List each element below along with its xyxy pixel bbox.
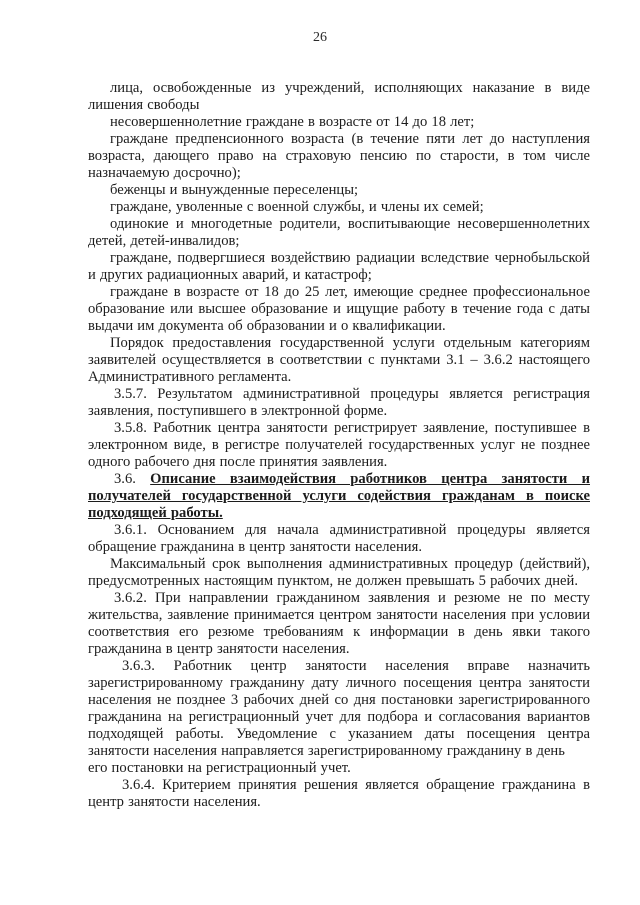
paragraph-procedure-order: Порядок предоставления государственной услуги отдельным категориям заявителей осуществляется в соответствии с пунктами 3.1 – 3.6.2 настоящего Административного регламента. [88,335,590,385]
section-title: Описание взаимодействия работников центра занятости и получателей государственной услуги содействия гражданам в поиске подходящей работы. [88,471,590,521]
paragraph-3-6-3 [88,658,590,777]
paragraph-released-persons: лица, освобожденные из учреждений, исполняющих наказание в виде лишения свободы [88,80,590,113]
paragraph-max-term: Максимальный срок выполнения административных процедур (действий), предусмотренных настоящим пунктом, не должен превышать 5 рабочих дней. [88,556,590,589]
paragraph-refugees: беженцы и вынужденные переселенцы; [110,182,359,198]
paragraph-3-6-1: 3.6.1. Основанием для начала административной процедуры является обращение гражданина в центр занятости населения. [88,522,590,555]
section-number: 3.6. [114,471,136,487]
paragraph-young-graduates: граждане в возрасте от 18 до 25 лет, имеющие среднее профессиональное образование или высшее образование и ищущие работу в течение года с даты выдачи им документа об образовании и о квалификации. [88,284,590,334]
paragraph-3-6-2: 3.6.2. При направлении гражданином заявления и резюме не по месту жительства, заявление принимается центром занятости населения при условии соответствия его резюме требованиям к информации в день явки такого гражданина в центр занятости населения. [88,590,590,657]
page-number: 26 [313,30,327,45]
document-body [88,80,590,811]
paragraph-3-5-8: 3.5.8. Работник центра занятости регистрирует заявление, поступившее в электронном виде, в регистре получателей государственных услуг не позднее одного рабочего дня после принятия заявления. [88,420,590,470]
paragraph-pre-pension: граждане предпенсионного возраста (в течение пяти лет до наступления возраста, дающего право на страховую пенсию по старости, в том числе назначаемую досрочно); [88,131,590,181]
paragraph-3-6-3-tail: его постановки на регистрационный учет. [88,760,351,776]
section-heading-3-6 [88,471,590,522]
paragraph-3-5-7: 3.5.7. Результатом административной процедуры является регистрация заявления, поступившего в электронной форме. [88,386,590,419]
paragraph-single-parents: одинокие и многодетные родители, воспитывающие несовершеннолетних детей, детей-инвалидов; [88,216,590,249]
paragraph-military: граждане, уволенные с военной службы, и члены их семей; [110,199,484,215]
paragraph-3-6-3-text: 3.6.3. Работник центр занятости населения вправе назначить зарегистрированному гражданину дату личного посещения центра занятости населения не позднее 3 рабочих дней со дня постановки зарегистрированного гражданина на регистрационный учет для подбора и согласования вариантов подходящей работы. Уведомление с указанием даты посещения центра занятости населения направляется зарегистрированному гражданину в день [88,658,590,759]
paragraph-minors: несовершеннолетние граждане в возрасте от 14 до 18 лет; [110,114,475,130]
paragraph-radiation: граждане, подвергшиеся воздействию радиации вследствие чернобыльской и других радиационных аварий, и катастроф; [88,250,590,283]
paragraph-3-6-4: 3.6.4. Критерием принятия решения является обращение гражданина в центр занятости населения. [88,777,590,810]
